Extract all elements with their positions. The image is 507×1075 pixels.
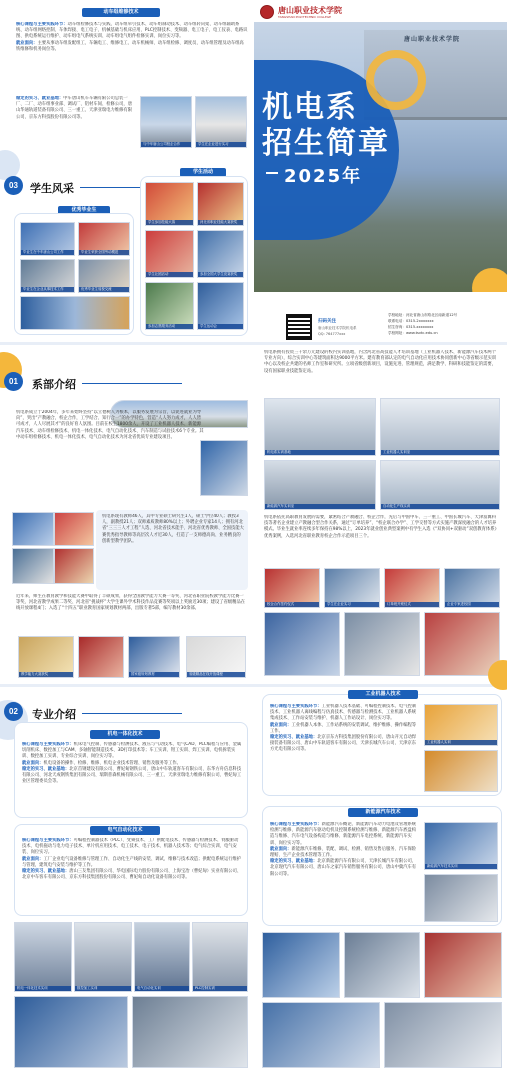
section-03-title: 学生风采 [30,182,74,195]
photo-coop-7 [424,612,500,676]
section-01-title: 系部介绍 [32,378,76,391]
units: 北京京东方科技集团股份有限公司、唐山开元自动焊接装备有限公司、唐山中车轨道客车有限公司、天津长城汽车公司、天津京东方光电有限公司等。 [270,735,417,753]
section-01-line [82,383,182,384]
major-tag-robot: 工业机器人技术 [348,690,418,699]
section-02-line [82,713,182,714]
photo-act-2 [197,182,244,226]
section-02-title: 专业介绍 [32,708,76,721]
college-name: 唐山职业技术学院 [278,5,342,15]
photo-lab-1 [264,398,376,456]
dept-intro-para1: 机电系成立于2004年，多年来始终坚持“以立德树人为根本，以服务发展为宗旨，以促进就业为导向”，突出“产教融合，校企合作，工学结合、知行合一”的办学特色，营造“人人努力成才，人人皆可成才，人人尽展其才”的良好育人氛围。目前在校生1800余人，开设了工业机器人技术、新能源汽车技术、动车组检修技术、机电一体化技术、电气自动化技术、汽车制造与试验技术6个专业。其中动车组检修技术、机电一体化技术、电气自动化技术为河北省优质专业建设项目。 [16,410,204,440]
cover-title-1: 机电系 [262,90,358,125]
section-03-number: 03 [4,176,23,195]
caption: 订单班开班仪式 [385,602,439,607]
photo-major-3 [134,922,190,992]
emu-jobs-label: 就业面向： [16,40,38,46]
caption: 校企合作签约仪式 [265,602,319,607]
photo-award-1 [18,636,74,678]
photo-bottom-3 [424,932,502,998]
label: 就业面向： [22,856,44,862]
caption: 机电系实训基地 [265,450,375,455]
cover-gate-text: 唐山职业技术学院 [404,36,461,43]
photo-bottom-2 [344,932,420,998]
core: 工业机器人技术基础、可编程控制技术、电气控制技术、工业机器人离线编程与仿真技术、传感器与检测技术、工业机器人系统集成技术、工作站安装与维护、机器人工作站设计、岗位实习等。 [270,704,417,722]
core: 机床电气控制、传感器与检测技术、液压与气动技术、电气CAD、PLC编程与应用、金属切削机床、数控加工与CAM、多轴智能制造技术、3D打印技术等；车工实训、钳工实训、焊工实训、电机拆装实训、数控加工实训、专业综合实训、岗位实习等。 [22,742,242,760]
divider-1 [0,342,507,345]
photo-coop-5 [264,612,340,676]
photo-coop-6 [344,612,420,676]
caption: 教学能力大赛获奖 [19,672,73,677]
photo-nev-2 [424,874,498,922]
emu-units-label: 稳定的实习、就业基地： [16,96,64,101]
emu-core-label: 核心课程与主要实践环节： [16,22,68,27]
photo-robot-1 [424,704,498,746]
photo-grad-1 [20,222,75,256]
emu-units-text: 中车唐山机车车辆有限公司总装一厂、二厂、动车组事业部、调试厂、铝材车间、检修公司，唐山华通轨道装备有限公司、三一重工、天津亚瑞电力维修有限公司、京东方科技股份有限公司等。 [16,96,133,120]
caption: 学生社团活动 [146,272,193,277]
qr-label: 扫码关注 [318,319,336,324]
college-name-en: TANGSHAN POLYTECHNIC COLLEGE [278,15,332,19]
dept-right-para1: 机电系拥有投资三千余万元建设的校内实训基地，内含河北省高技能人才培训基地（工业机器人技术、新能源汽车技术两个专业方向），综合实训中心等建筑面积达9000平方米。建有教育部认定的电气自动化应用技术协同创新中心等省级示范实训中心以及校企共建的名师工作室和研究所。立项省级创新项目，设施先进、管理规范，满足教学、科研和技能鉴定的需要，设有国家职业技能鉴定站。 [264,350,497,374]
photo-lab-2 [380,398,500,456]
caption: 省级精品在线开放课程 [187,672,245,677]
caption: 与中车唐山公司校企合作 [141,142,191,147]
photo-emu-2 [195,96,247,148]
caption: 工业机器人实训室 [381,450,499,455]
photo-act-3 [145,230,194,278]
label: 稳定的实习、就业基地： [270,859,318,865]
major-tag-nev: 新能源汽车技术 [348,808,418,817]
wechat-name: 唐山职业技术学院机电系 [318,326,357,330]
contact-line: 联系电话：0315-2xxxxxxx [388,319,434,323]
photo-major-5 [14,996,128,1068]
label: 就业面向： [270,722,292,728]
divider-2 [0,684,507,687]
qr-code[interactable] [286,314,312,340]
tag-activities: 学生活动 [180,168,226,177]
jobs: 工厂企业电气设备维修与管理工作、自动化生产线的安装、调试、维修与技术改造；供配电系统运行维护与管理，建筑电气安装与维护等工作。 [22,856,242,868]
photo-award-4 [186,636,246,678]
photo-coop-3 [384,568,440,608]
photo-award-2 [78,636,124,678]
contact-line: 招生咨询：0315-xxxxxxxx [388,325,434,329]
photo-act-6 [197,282,244,330]
photo-bottom-1 [262,932,340,998]
photo-grad-2 [78,222,130,256]
label: 就业面向： [270,846,292,852]
caption: 毕业生在企业从事技术工作 [21,287,74,292]
units: 北京新能源汽车有限公司、天津长城汽车有限公司、北京现代汽车有限公司、唐山车之家汽车销售服务有限公司、唐山中冀汽车有限公司等。 [270,859,417,877]
photo-lab-4 [380,460,500,510]
dept-intro-para2: 机电系现有教师46人，其中专业硕士研究生1人，硕士学位40人；教授3人，副教授21人；双师素质教师80%以上；外聘企业专家14人；拥有河北省“三三三人才工程”人选、河北省技术能手、河北省优秀教师、全国技能大赛优秀指导教师等高层次人才近30人，打造了一支师德高尚、业务精良的创新型教学团队。 [102,514,244,544]
caption: 毕业生荣获全国劳动模范 [79,250,129,255]
photo-grad-4 [78,259,130,293]
major-tag-mechatronics: 机电一体化技术 [90,730,160,739]
cover-yellow-ring [366,50,426,110]
label: 就业面向： [22,760,44,766]
photo-robot-2 [424,750,498,792]
label: 稳定的实习、就业基地： [22,766,70,772]
label: 稳定的实习、就业基地： [22,869,70,875]
caption: 数控加工实训 [75,986,131,991]
cover-title-divider [266,172,278,174]
contact-list [388,312,503,336]
photo-coop-4 [444,568,500,608]
photo-major-6 [132,996,248,1068]
jobs: 工业机器人本体、工作站系统的安装调试、维护维修、操作编程等工作。 [270,722,417,734]
caption: 毕业生在中车唐山公司工作 [21,250,74,255]
caption: 河北省职业技能大赛获奖 [198,220,243,225]
core: 可编程控制器技术（PLC）、变频技术、工厂供配电技术、传感器与检测技术、伺服驱动技术、电机拖动与电力电子技术、单片机应用技术、电工技术、电子技术、机器人技术等；电气综合实训、电气安装、岗位实习。 [22,838,239,856]
caption: 工业机器人实训 [425,740,497,745]
caption: 机电一体化技术实训 [15,986,71,991]
major-tag-emu: 动车组维修技术 [82,8,160,17]
label: 核心课程与主要实践环节： [270,822,322,827]
photo-major-1 [14,922,72,992]
caption: 参加志愿服务活动 [146,324,193,329]
caption: 国家级规划教材 [129,672,179,677]
caption: PLC控制实训 [193,986,247,991]
photo-nev-1 [424,822,498,870]
label: 核心课程与主要实践环节： [22,742,74,747]
college-logo [260,5,274,19]
section-02-number: 02 [4,702,23,721]
caption: 优秀毕业生返校交流 [79,287,129,292]
caption: 学生在企业进行实习 [196,142,246,147]
jobs: 机电设备的操作、检修、维修、机电企业技术管理、销售及服务等工作。 [43,760,181,766]
photo-faculty-1 [12,512,54,546]
caption: 新能源汽车实训室 [265,504,375,509]
caption: 电气自动化实训 [135,986,189,991]
jobs: 新能源汽车维修、装配、调试、检测、销售及售后服务、汽车保险理赔、生产企业技术管理等工作。 [270,846,417,859]
units: 北京首钢建设有限公司、曹妃甸钢铁公司、唐山中车轨道客车有限公司、东华方舟信息科技有限公司、河北天成钢铁集团有限公司、瑞斯普森机械有限公司、三一重工、天津亚瑞电力维修有限公司、曹妃甸工业区管理委员会等。 [22,766,242,785]
label: 稳定的实习、就业基地： [270,735,318,741]
photo-faculty-3 [12,548,54,584]
caption: 企业专家进校园 [445,602,499,607]
caption: 新能源汽车技术实训 [425,864,497,869]
caption: 参加全国大学生竞赛获奖 [198,272,243,277]
photo-major-2 [74,922,132,992]
qq-number: QQ: 764777xxx [318,332,346,336]
cover-page [254,0,507,342]
major-text-mechatronics [22,742,242,814]
cover-title-2: 招生简章 [262,126,390,161]
major-text-electric [22,838,242,914]
major-text-robot [270,704,420,794]
photo-act-1 [145,182,194,226]
photo-award-3 [128,636,180,678]
dept-intro-para3: 近年来，师生在教育教学和技能大赛中取得了丰硕成果，获得全国教学能力大赛一等奖、河北省职业院校教学能力比赛一等奖、河北省教学成果二等奖、河北省“挑战杯”大学生课外学术科技作品竞赛等奖项以上奖励近30项；建设了省级精品在线开放课程4门；入选了“十四五”职业教育国家规划教材两部，出版专著5部，编写教材30余部。 [16,594,246,612]
photo-coop-1 [264,568,320,608]
caption: 学生运动会 [198,324,243,329]
emu-core: 动车组检修技术与实践、动车组牵引技术、动车组制动技术、动车组转向架、动车组辅助系统、动车组网络控制、车体焊接、电工电子、机械基础与机床应用、PLC控制技术、变频器、电工电子、电工仪表、电路识图、供电系统运行维护、动车组电气系统实训、动车组电气组件检修实训、岗位实习等。 [16,22,248,40]
major-tag-electric: 电气自动化技术 [90,826,160,835]
photo-bottom-4 [262,1002,380,1068]
photo-emu-1 [140,96,192,148]
emu-jobs: 主要从事动车组发配组工、车辆电工、维修电工、动车机械师、动车组检修、调度员、动车组管理及动车组高铁维修和机务岗位等。 [16,40,244,52]
label: 核心课程与主要实践环节： [22,838,74,843]
photo-act-4 [197,230,244,278]
section-01-number: 01 [4,372,23,391]
caption: 学生在企业实习 [325,602,379,607]
caption: 自动化生产线实训 [381,504,499,509]
photo-faculty-2 [54,512,94,546]
cover-year: 2025年 [284,166,363,187]
core: 新能源汽车概论、新能源汽车动力电池及管理系统检测与维修、新能源汽车驱动电机及控制系统检测与维修、新能源汽车底盘构造与维修、汽车电气设备构造与维修、新能源汽车电控系统、新能源汽车实训、岗位实习等。 [270,822,417,846]
photo-dept-side [200,440,248,496]
photo-coop-2 [324,568,380,608]
emu-units [16,96,136,156]
photo-lab-3 [264,460,376,510]
photo-bottom-5 [384,1002,502,1068]
major-text-nev [270,822,420,922]
dept-right-para2: 机电系依托高职教育发展的需要，紧密结合产教融合、校企合作，先后与中国中车、三一重工、中国长城汽车、天津富翼科技等著名企业建立产教融合型合作关系，通过“订单培养”、“校企联合办学”、工学交替等方式实施产教深度融合的人才培养模式。毕业生就业率连续多年保持在98%以上，2023年就业创业典型案例中有学生入选《“双协同+双驱动”双创教育体系》优秀案例，入选河北省职业教育校企合作示范项目三个。 [264,515,499,539]
photo-faculty-4 [54,548,94,584]
units: 唐山三友集团有限公司、华电国际电力股份有限公司、上海宝冶（曹妃甸）实业有限公司、北京中车客车有限公司、京东方科技集团股份有限公司、曹妃甸自动化设备有限公司等。 [22,869,242,881]
contact-line: 学校地址：河北省唐山市路北区南新道12号 [388,313,458,317]
tag-graduates: 优秀毕业生 [58,206,110,215]
photo-act-5 [145,282,194,330]
photo-major-4 [192,922,248,992]
caption: 学生参加技能大赛 [146,220,193,225]
contact-line: 学校网址：www.tsvtc.edu.cn [388,331,438,335]
photo-grad-3 [20,259,75,293]
label: 核心课程与主要实践环节： [270,704,322,709]
photo-grad-5 [20,296,130,330]
